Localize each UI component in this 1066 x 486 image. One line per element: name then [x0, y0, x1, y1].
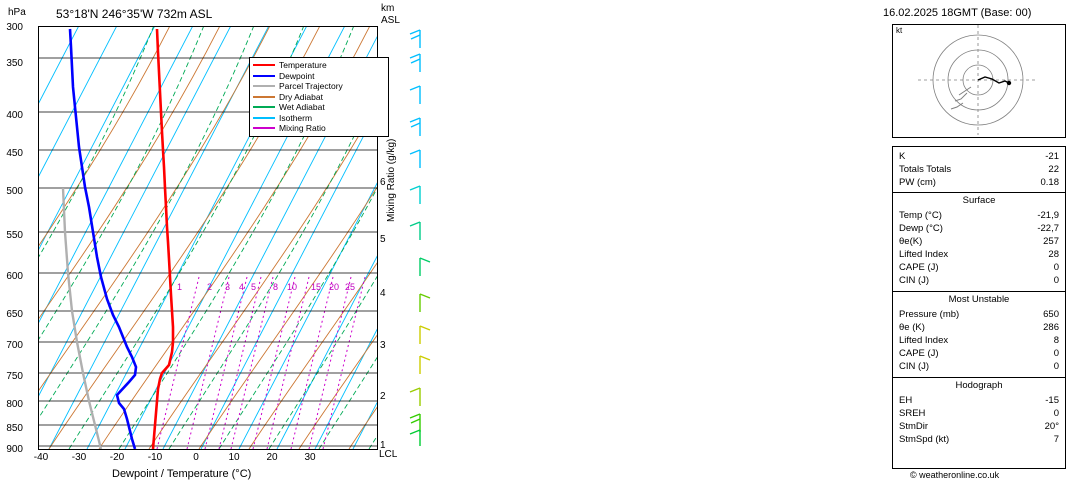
- divider-1: [893, 192, 1065, 193]
- xtick--20: -20: [109, 452, 125, 463]
- index-row-mu-cape: [899, 348, 1059, 361]
- index-key-totals: Totals Totals: [899, 164, 952, 175]
- xtick-20: 20: [266, 452, 278, 463]
- ytick-350: 350: [6, 58, 23, 69]
- kmtick-4: 4: [380, 288, 386, 299]
- pressure-unit-label: hPa: [8, 7, 26, 18]
- divider-2: [893, 291, 1065, 292]
- ytick-650: 650: [6, 309, 23, 320]
- legend-label-isotherm: Isotherm: [279, 112, 313, 123]
- height-unit-label: km: [381, 3, 395, 14]
- ytick-450: 450: [6, 148, 23, 159]
- index-key-sfc-temp: Temp (°C): [899, 210, 942, 221]
- kmtick-5: 5: [380, 234, 386, 245]
- index-key-stmspd: StmSpd (kt): [899, 434, 950, 445]
- xtick-10: 10: [228, 452, 240, 463]
- index-row-totals: [899, 164, 1059, 177]
- wind-barb-column: [406, 26, 436, 450]
- legend-item-wet-adiabat: [253, 102, 385, 113]
- index-key-sreh: SREH: [899, 408, 926, 419]
- index-row-sfc-cape: [899, 262, 1059, 275]
- ytick-400: 400: [6, 110, 23, 121]
- index-key-sfc-cape: CAPE (J): [899, 262, 939, 273]
- mixlabel-5: 5: [251, 282, 257, 292]
- surface-section-title: Surface: [962, 195, 996, 206]
- legend-swatch-mixing-ratio: [253, 127, 275, 129]
- hodograph-endpoint: [1007, 81, 1011, 85]
- index-value-sreh: 0: [1053, 408, 1059, 419]
- index-key-mu-cin: CIN (J): [899, 361, 930, 372]
- index-value-mu-thetae: 286: [1043, 322, 1059, 333]
- index-row-sfc-dewp: [899, 223, 1059, 236]
- index-value-pw: 0.18: [1040, 177, 1059, 188]
- hodograph-section-title: Hodograph: [955, 380, 1003, 391]
- index-row-eh: [899, 395, 1059, 408]
- mixlabel-25: 25: [345, 282, 356, 292]
- ytick-750: 750: [6, 371, 23, 382]
- index-row-sfc-li: [899, 249, 1059, 262]
- skewt-plot-area: [38, 26, 378, 450]
- index-value-eh: -15: [1045, 395, 1059, 406]
- index-row-stmspd: [899, 434, 1059, 447]
- index-key-sfc-li: Lifted Index: [899, 249, 949, 260]
- hodograph-svg: [893, 25, 1063, 135]
- legend-label-dewpoint: Dewpoint: [279, 70, 315, 81]
- station-title: 53°18'N 246°35'W 732m ASL: [56, 7, 213, 21]
- legend-label-temperature: Temperature: [279, 60, 327, 70]
- legend-item-mixing-ratio: [253, 123, 385, 134]
- legend-item-temperature: [253, 60, 385, 71]
- wind-barbs-svg: [406, 26, 436, 450]
- mixlabel-8: 8: [273, 282, 279, 292]
- model-run-label: 16.02.2025 18GMT (Base: 00): [883, 7, 1032, 19]
- legend-label-dry-adiabat: Dry Adiabat: [279, 91, 323, 102]
- legend-swatch-parcel: [253, 85, 275, 87]
- legend-label-mixing-ratio: Mixing Ratio: [279, 123, 326, 133]
- kmtick-3: 3: [380, 340, 386, 351]
- parcel-trajectory-line: [63, 188, 101, 449]
- index-key-mu-pressure: Pressure (mb): [899, 309, 960, 320]
- ytick-900: 900: [6, 444, 23, 455]
- index-value-sfc-li: 28: [1048, 249, 1059, 260]
- hodograph-unit-label: kt: [896, 26, 903, 35]
- legend-item-dry-adiabat: [253, 92, 385, 103]
- unstable-section-title: Most Unstable: [948, 294, 1010, 305]
- ytick-800: 800: [6, 399, 23, 410]
- mixlabel-2: 2: [207, 282, 213, 292]
- kmtick-1: 1: [380, 440, 386, 451]
- legend-swatch-dewpoint: [253, 75, 275, 77]
- chart-legend: [249, 57, 389, 137]
- index-value-mu-pressure: 650: [1043, 309, 1059, 320]
- index-value-mu-cape: 0: [1053, 348, 1059, 359]
- index-value-sfc-cin: 0: [1053, 275, 1059, 286]
- info-panel: [440, 0, 1059, 486]
- skewt-panel: [0, 0, 406, 486]
- index-row-mu-thetae: [899, 322, 1059, 335]
- index-row-mu-pressure: [899, 309, 1059, 322]
- temperature-line: [153, 29, 173, 449]
- ytick-600: 600: [6, 271, 23, 282]
- xtick--40: -40: [33, 452, 49, 463]
- height-unit-asl-label: ASL: [381, 15, 400, 26]
- kmtick-6: 6: [380, 177, 386, 188]
- index-row-sreh: [899, 408, 1059, 421]
- xtick-0: 0: [193, 452, 199, 463]
- legend-item-dewpoint: [253, 71, 385, 82]
- index-key-sfc-dewp: Dewp (°C): [899, 223, 943, 234]
- mixlabel-15: 15: [311, 282, 322, 292]
- mixlabel-4: 4: [239, 282, 245, 292]
- mixlabel-3: 3: [225, 282, 231, 292]
- mixlabel-20: 20: [329, 282, 340, 292]
- x-axis-title: Dewpoint / Temperature (°C): [112, 468, 252, 480]
- ytick-850: 850: [6, 423, 23, 434]
- divider-3: [893, 377, 1065, 378]
- legend-item-parcel: [253, 81, 385, 92]
- index-key-eh: EH: [899, 395, 913, 406]
- legend-item-isotherm: [253, 113, 385, 124]
- xtick-30: 30: [304, 452, 316, 463]
- ytick-300: 300: [6, 22, 23, 33]
- xtick--10: -10: [147, 452, 163, 463]
- kmtick-2: 2: [380, 391, 386, 402]
- mixlabel-10: 10: [287, 282, 298, 292]
- index-value-sfc-dewp: -22,7: [1037, 223, 1059, 234]
- lcl-label: LCL: [379, 449, 398, 460]
- mixlabel-1: 1: [177, 282, 183, 292]
- index-key-mu-thetae: θe (K): [899, 322, 925, 333]
- index-row-sfc-temp: [899, 210, 1059, 223]
- index-key-mu-li: Lifted Index: [899, 335, 949, 346]
- mixing-ratio-axis-title: Mixing Ratio (g/kg): [386, 138, 397, 222]
- index-row-mu-cin: [899, 361, 1059, 374]
- index-value-k: -21: [1045, 151, 1059, 162]
- ytick-700: 700: [6, 340, 23, 351]
- indices-box: [892, 146, 1066, 469]
- legend-label-parcel: Parcel Trajectory: [279, 81, 343, 91]
- ytick-500: 500: [6, 186, 23, 197]
- index-key-k: K: [899, 151, 906, 162]
- xtick--30: -30: [71, 452, 87, 463]
- index-row-stmdir: [899, 421, 1059, 434]
- index-row-sfc-thetae: [899, 236, 1059, 249]
- dewpoint-line: [70, 29, 136, 449]
- copyright-label: © weatheronline.co.uk: [910, 470, 1000, 480]
- index-key-mu-cape: CAPE (J): [899, 348, 939, 359]
- legend-swatch-isotherm: [253, 117, 275, 119]
- legend-swatch-dry-adiabat: [253, 96, 275, 98]
- index-key-pw: PW (cm): [899, 177, 936, 188]
- index-key-sfc-thetae: θe(K): [899, 236, 923, 247]
- index-value-totals: 22: [1048, 164, 1059, 175]
- index-value-sfc-cape: 0: [1053, 262, 1059, 273]
- index-row-pw: [899, 177, 1059, 190]
- index-row-k: [899, 151, 1059, 164]
- index-key-stmdir: StmDir: [899, 421, 929, 432]
- index-value-stmspd: 7: [1053, 434, 1059, 445]
- index-value-stmdir: 20°: [1044, 421, 1059, 432]
- index-value-sfc-temp: -21,9: [1037, 210, 1059, 221]
- index-row-sfc-cin: [899, 275, 1059, 288]
- legend-swatch-temperature: [253, 64, 275, 66]
- index-row-mu-li: [899, 335, 1059, 348]
- hodograph-plot: [892, 24, 1066, 138]
- index-value-mu-li: 8: [1053, 335, 1059, 346]
- index-value-mu-cin: 0: [1053, 361, 1059, 372]
- legend-label-wet-adiabat: Wet Adiabat: [279, 102, 325, 112]
- index-key-sfc-cin: CIN (J): [899, 275, 930, 286]
- index-value-sfc-thetae: 257: [1043, 236, 1059, 247]
- ytick-550: 550: [6, 230, 23, 241]
- legend-swatch-wet-adiabat: [253, 106, 275, 108]
